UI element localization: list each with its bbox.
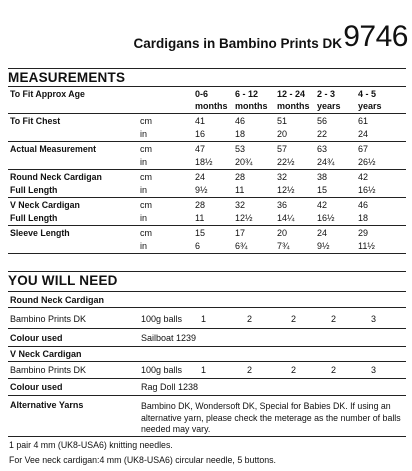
cell: 12½ xyxy=(277,185,295,195)
v-neck-title: V Neck Cardigan xyxy=(10,349,82,359)
table-row xyxy=(8,143,406,155)
cell: 9½ xyxy=(195,185,208,195)
cell: 24 xyxy=(195,172,206,182)
cell: 32 xyxy=(235,200,246,210)
section-divider xyxy=(8,68,406,69)
cell: 29 xyxy=(358,228,369,238)
age-top: 2 - 3 xyxy=(317,89,336,99)
table-row xyxy=(8,212,406,224)
cell: 20 xyxy=(277,228,288,238)
cell: 15 xyxy=(317,185,328,195)
row-unit: in xyxy=(140,157,148,167)
cell: 22½ xyxy=(277,157,295,167)
cell: 28 xyxy=(195,200,206,210)
row-label: Actual Measurement xyxy=(10,144,97,154)
colour-label: Colour used xyxy=(10,382,63,392)
row-divider xyxy=(8,328,406,329)
ball-count: 3 xyxy=(371,314,377,324)
ball-count: 2 xyxy=(331,314,337,324)
cell: 53 xyxy=(235,144,246,154)
yarn-unit: 100g balls xyxy=(141,314,183,324)
table-row xyxy=(8,128,406,140)
round-neck-title-row xyxy=(8,293,406,307)
row-divider xyxy=(8,395,406,396)
row-unit: in xyxy=(140,241,148,251)
row-divider xyxy=(8,113,406,114)
colour-value: Sailboat 1239 xyxy=(141,333,197,343)
age-bottom: months xyxy=(195,101,228,111)
row-divider xyxy=(8,197,406,198)
section-divider xyxy=(8,291,406,292)
row-unit: cm xyxy=(140,172,152,182)
cell: 24 xyxy=(317,228,328,238)
table-row xyxy=(8,184,406,196)
ball-count: 1 xyxy=(201,314,207,324)
needle-note: For Vee neck cardigan:4 mm (UK8-USA6) circular needle, 5 buttons. xyxy=(9,455,276,465)
cell: 42 xyxy=(317,200,328,210)
cell: 41 xyxy=(195,116,206,126)
pattern-title: Cardigans in Bambino Prints DK xyxy=(133,36,342,51)
alt-yarns-text: Bambino DK, Wondersoft DK, Special for Babies DK. If using an alternative yarn, please check the meterage as the number of balls needed may vary. xyxy=(141,401,401,434)
table-row xyxy=(8,199,406,211)
colour-value: Rag Doll 1238 xyxy=(141,382,199,392)
cell: 18½ xyxy=(195,157,213,167)
ball-count: 2 xyxy=(247,365,253,375)
cell: 28 xyxy=(235,172,246,182)
row-unit: cm xyxy=(140,144,152,154)
row-divider xyxy=(8,225,406,226)
cell: 12½ xyxy=(235,213,253,223)
cell: 38 xyxy=(317,172,328,182)
ball-count: 2 xyxy=(291,365,297,375)
age-bottom: years xyxy=(358,101,382,111)
row-label: V Neck Cardigan xyxy=(10,200,80,210)
section-divider xyxy=(8,86,406,87)
cell: 18 xyxy=(358,213,369,223)
table-row xyxy=(8,115,406,127)
cell: 9½ xyxy=(317,241,330,251)
table-row xyxy=(8,227,406,239)
row-divider xyxy=(8,436,406,437)
cell: 16 xyxy=(195,129,206,139)
round-neck-colour-row xyxy=(8,331,406,345)
cell: 56 xyxy=(317,116,328,126)
table-row xyxy=(8,171,406,183)
ball-count: 2 xyxy=(247,314,253,324)
cell: 24¾ xyxy=(317,157,335,167)
row-unit: cm xyxy=(140,116,152,126)
v-neck-title-row xyxy=(8,347,406,361)
row-label: To Fit Chest xyxy=(10,116,61,126)
cell: 14¼ xyxy=(277,213,295,223)
row-label: Round Neck Cardigan xyxy=(10,172,102,182)
row-unit: in xyxy=(140,185,148,195)
row-divider xyxy=(8,253,406,254)
ball-count: 2 xyxy=(291,314,297,324)
cell: 17 xyxy=(235,228,246,238)
age-top: 12 - 24 xyxy=(277,89,306,99)
cell: 11½ xyxy=(358,241,375,251)
measurements-heading: MEASUREMENTS xyxy=(8,70,126,85)
cell: 20 xyxy=(277,129,288,139)
cell: 32 xyxy=(277,172,288,182)
cell: 57 xyxy=(277,144,288,154)
round-neck-yarn-row xyxy=(8,312,406,326)
cell: 16½ xyxy=(317,213,335,223)
row-divider xyxy=(8,361,406,362)
cell: 36 xyxy=(277,200,288,210)
ball-count: 3 xyxy=(371,365,377,375)
needle-note: 1 pair 4 mm (UK8-USA6) knitting needles. xyxy=(9,440,173,450)
v-neck-colour-row xyxy=(8,380,406,394)
age-bottom: years xyxy=(317,101,341,111)
row-divider xyxy=(8,378,406,379)
pattern-number: 9746 xyxy=(343,20,408,53)
age-label: To Fit Approx Age xyxy=(10,89,85,99)
yarn-name: Bambino Prints DK xyxy=(10,365,87,375)
row-unit: in xyxy=(140,129,148,139)
cell: 46 xyxy=(358,200,369,210)
row-label: Full Length xyxy=(10,185,58,195)
row-unit: cm xyxy=(140,228,152,238)
section-divider xyxy=(8,271,406,272)
row-divider xyxy=(8,307,406,308)
round-neck-title: Round Neck Cardigan xyxy=(10,295,105,305)
age-bottom: months xyxy=(277,101,310,111)
colour-label: Colour used xyxy=(10,333,63,343)
cell: 7¾ xyxy=(277,241,290,251)
age-top: 6 - 12 xyxy=(235,89,259,99)
age-bottom: months xyxy=(235,101,268,111)
cell: 24 xyxy=(358,129,369,139)
cell: 18 xyxy=(235,129,246,139)
alt-yarns-label: Alternative Yarns xyxy=(10,400,84,410)
age-header-row-2 xyxy=(8,100,406,112)
cell: 6 xyxy=(195,241,201,251)
you-will-need-heading: YOU WILL NEED xyxy=(8,273,118,288)
cell: 26½ xyxy=(358,157,376,167)
table-row xyxy=(8,156,406,168)
age-header-row xyxy=(8,88,406,100)
v-neck-yarn-row xyxy=(8,363,406,377)
cell: 11 xyxy=(195,213,205,223)
row-label: Sleeve Length xyxy=(10,228,70,238)
row-label: Full Length xyxy=(10,213,58,223)
table-row xyxy=(8,240,406,252)
yarn-unit: 100g balls xyxy=(141,365,183,375)
cell: 46 xyxy=(235,116,246,126)
page-header xyxy=(0,22,412,56)
cell: 22 xyxy=(317,129,328,139)
cell: 67 xyxy=(358,144,369,154)
row-divider xyxy=(8,169,406,170)
yarn-name: Bambino Prints DK xyxy=(10,314,87,324)
cell: 42 xyxy=(358,172,369,182)
ball-count: 2 xyxy=(331,365,337,375)
row-unit: cm xyxy=(140,200,152,210)
row-unit: in xyxy=(140,213,148,223)
ball-count: 1 xyxy=(201,365,207,375)
cell: 16½ xyxy=(358,185,376,195)
cell: 15 xyxy=(195,228,206,238)
cell: 63 xyxy=(317,144,328,154)
cell: 20¾ xyxy=(235,157,253,167)
age-top: 0-6 xyxy=(195,89,209,99)
cell: 51 xyxy=(277,116,288,126)
cell: 6¾ xyxy=(235,241,248,251)
age-top: 4 - 5 xyxy=(358,89,377,99)
cell: 11 xyxy=(235,185,245,195)
cell: 61 xyxy=(358,116,369,126)
row-divider xyxy=(8,141,406,142)
cell: 47 xyxy=(195,144,206,154)
